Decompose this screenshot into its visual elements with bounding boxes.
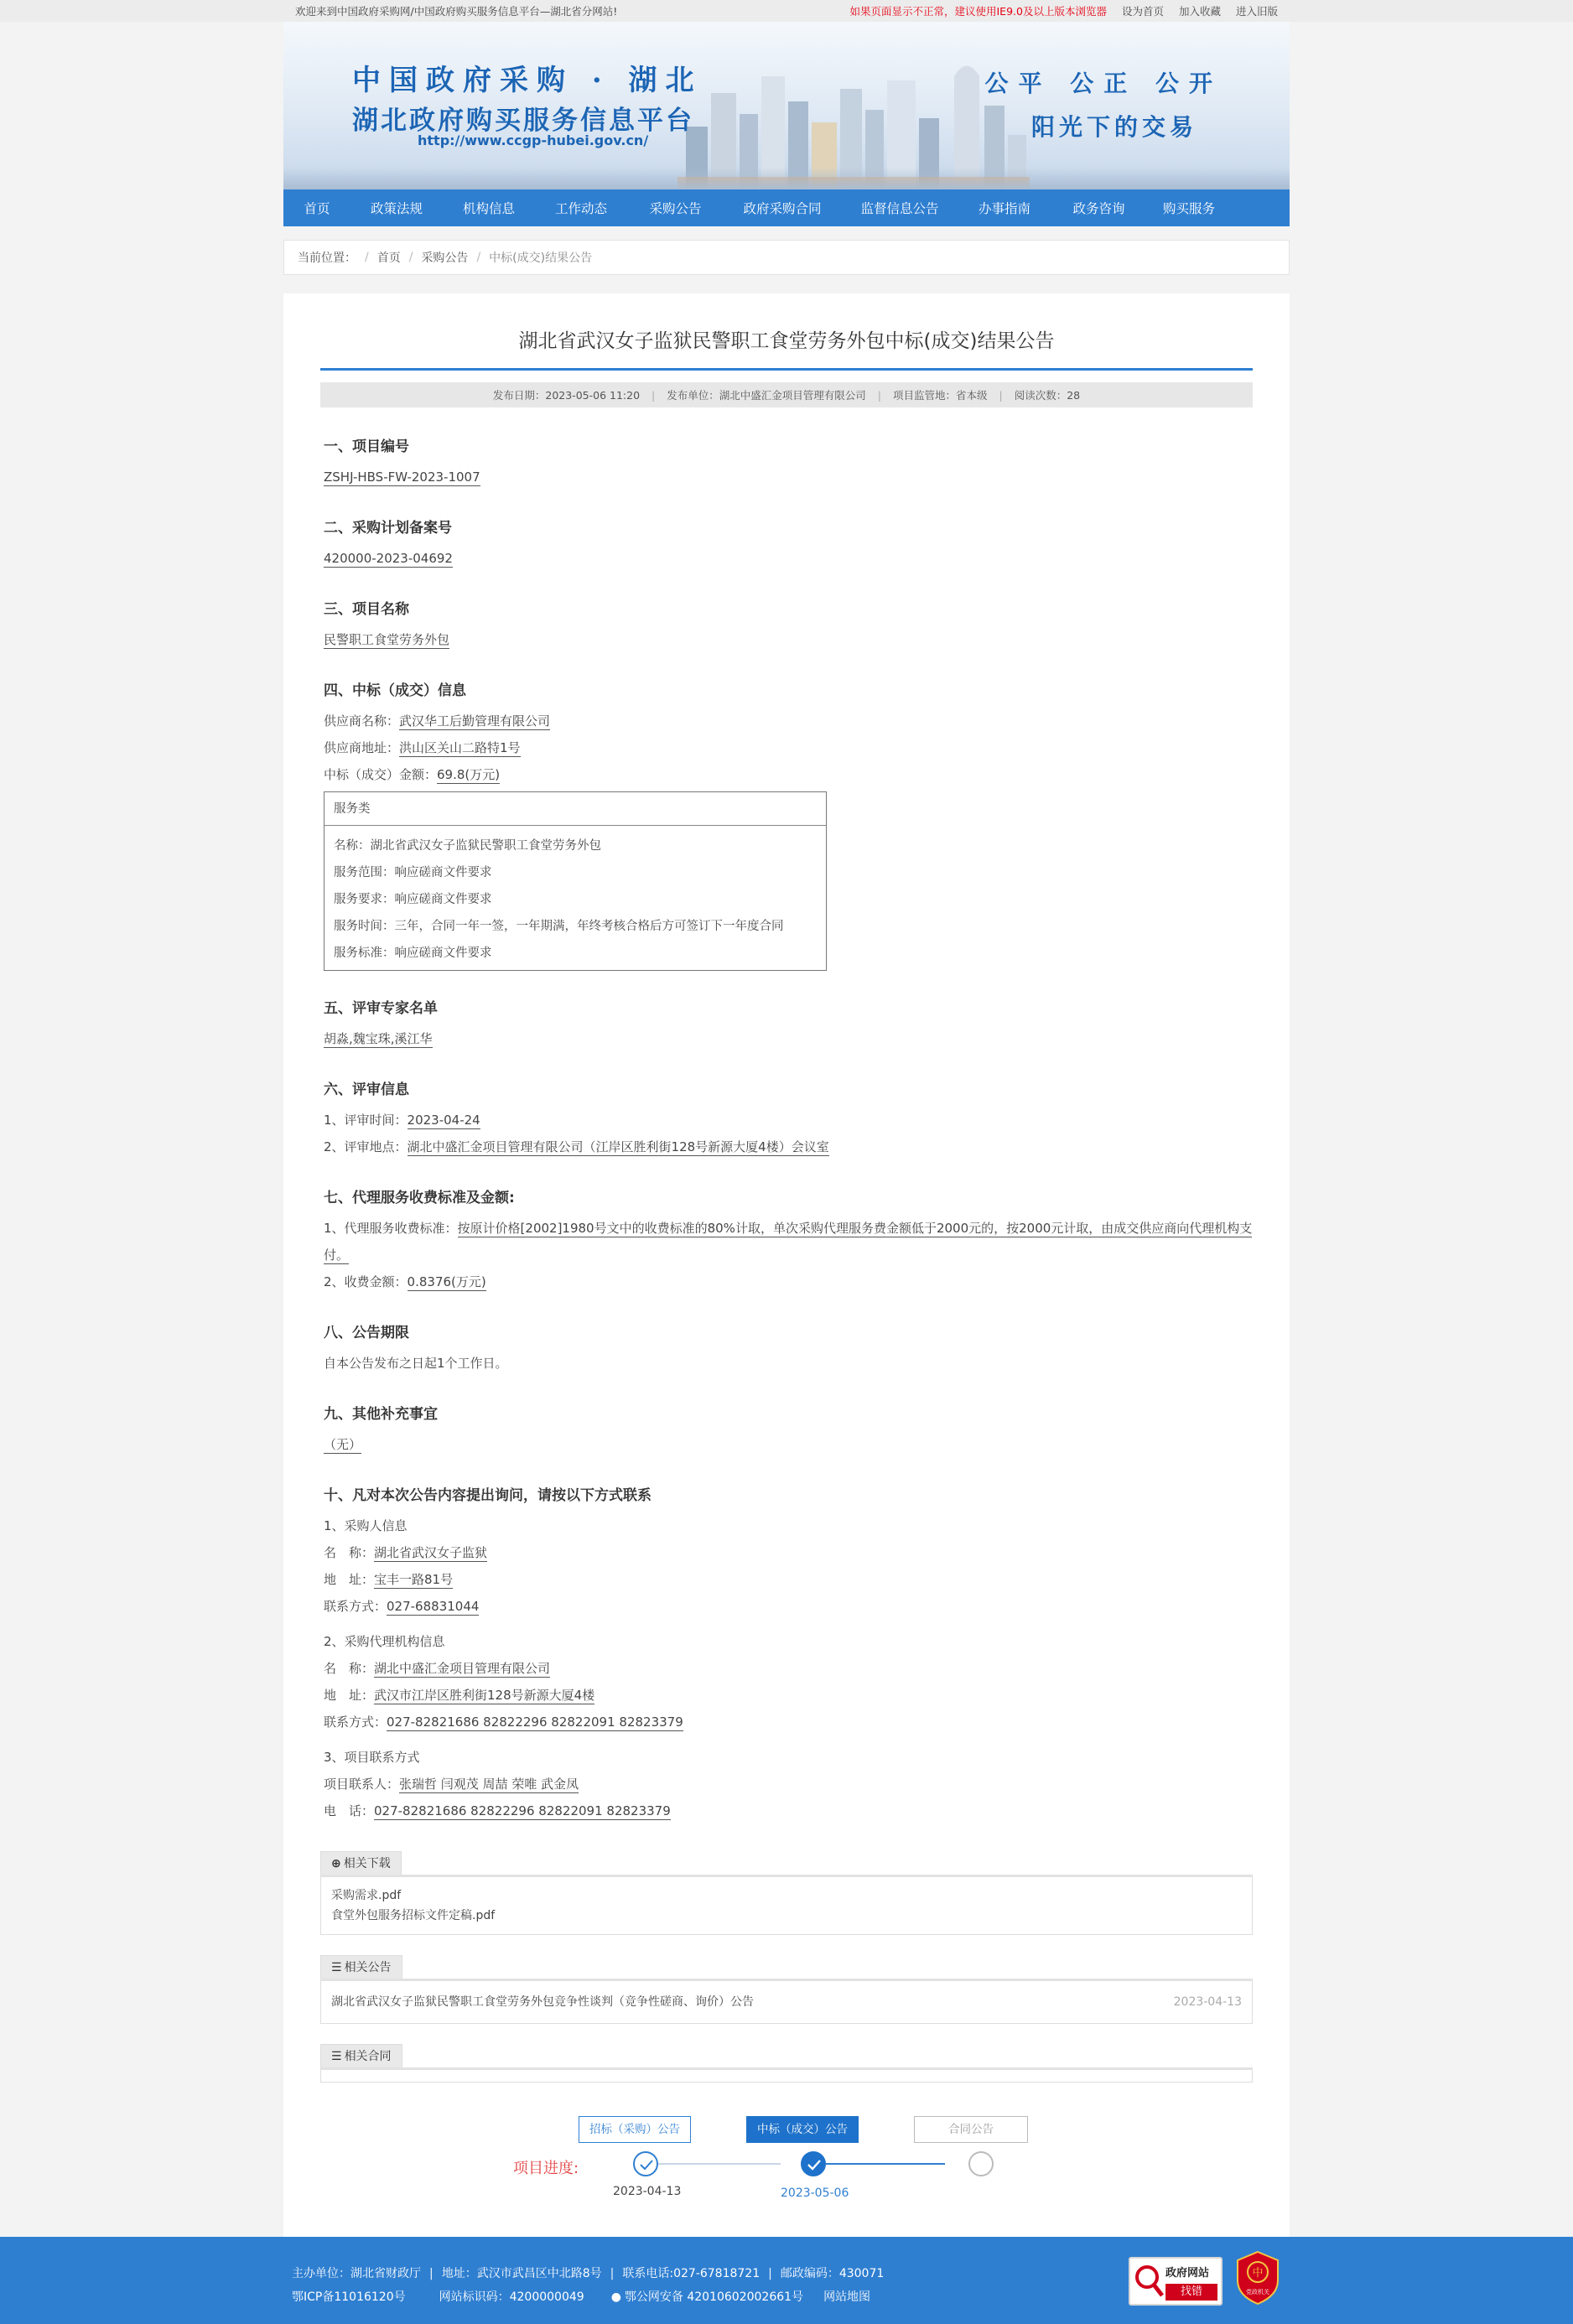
supervisor: 项目监管地：省本级 (892, 389, 988, 402)
related-notice-link[interactable]: 湖北省武汉女子监狱民警职工食堂劳务外包竞争性谈判（竞争性磋商、询价）公告 (331, 1995, 754, 2009)
old-version-link[interactable]: 进入旧版 (1235, 5, 1278, 18)
related-contracts-panel (320, 2044, 1253, 2083)
project-progress (320, 2116, 1253, 2242)
svg-text:党政机关: 党政机关 (1246, 2289, 1269, 2295)
gov-site-error-badge[interactable] (1129, 2257, 1223, 2306)
download-icon: ⊕ (331, 1857, 341, 1870)
fee-amount: 0.8376(万元) (407, 1274, 486, 1289)
article-meta: 发布日期：2023-05-06 11:20 | 发布单位：湖北中盛汇金项目管理有限公司 | 项目监管地：省本级 | 阅读次数：28 (320, 382, 1253, 407)
nav-consult[interactable]: 政务咨询 (1072, 201, 1125, 216)
section-plan-number: 二、采购计划备案号 420000-2023-04692 (324, 520, 453, 566)
step-1-check-icon (633, 2151, 658, 2176)
project-phone: 027-82821686 82822296 82822091 82823379 (374, 1803, 671, 1818)
set-homepage-link[interactable]: 设为首页 (1121, 5, 1164, 18)
top-bar (0, 0, 1573, 22)
step-3-empty-icon (968, 2151, 994, 2176)
notice-period: 自本公告发布之日起1个工作日。 (324, 1356, 508, 1371)
party-gov-badge-icon[interactable] (1234, 2250, 1281, 2306)
project-name: 民警职工食堂劳务外包 (324, 632, 450, 647)
footer-phone: 联系电话:027-67818721 (622, 2267, 761, 2280)
project-contacts: 张瑞哲 闫观茂 周喆 荣唯 武金凤 (399, 1777, 579, 1792)
related-notices-tab: ☰ 相关公告 (320, 1955, 402, 1979)
site-banner (283, 22, 1290, 189)
step-3-label: 合同公告 (914, 2116, 1028, 2143)
supplier-address: 洪山区关山二路特1号 (399, 740, 521, 755)
download-file-link[interactable]: 食堂外包服务招标文件定稿.pdf (331, 1909, 496, 1922)
service-info-box (324, 791, 827, 971)
step-2-label[interactable]: 中标（成交）公告 (746, 2116, 859, 2143)
footer-host: 主办单位：湖北省财政厅 (292, 2267, 421, 2280)
footer-police[interactable]: 鄂公网安备 42010602002661号 (624, 2290, 804, 2304)
section-project-name: 三、项目名称 民警职工食堂劳务外包 (324, 601, 450, 647)
service-line: 名称：湖北省武汉女子监狱民警职工食堂劳务外包 (334, 839, 601, 853)
nav-home[interactable]: 首页 (304, 201, 330, 216)
publish-date: 发布日期：2023-05-06 11:20 (492, 389, 641, 402)
agency-phone: 027-82821686 82822296 82822091 82823379 (387, 1714, 683, 1730)
article-container (283, 293, 1290, 2275)
badge-top-text: 政府网站 (1165, 2267, 1210, 2280)
breadcrumb: 当前位置： / 首页 / 采购公告 / 中标(成交)结果公告 (283, 240, 1290, 275)
banner-slogan-1: 公平 公正 公开 (984, 70, 1223, 97)
expert-list: 胡淼,魏宝珠,溪江华 (324, 1031, 433, 1046)
other-matters: （无） (324, 1437, 362, 1452)
progress-step-1[interactable] (579, 2116, 691, 2143)
nav-guide[interactable]: 办事指南 (978, 201, 1030, 216)
banner-slogan-2: 阳光下的交易 (1030, 113, 1197, 141)
nav-purchase-service[interactable]: 购买服务 (1162, 201, 1215, 216)
progress-step-2[interactable] (746, 2116, 859, 2143)
breadcrumb-home[interactable]: 首页 (376, 252, 401, 265)
step-2-date: 2023-05-06 (781, 2187, 849, 2200)
progress-connector (826, 2163, 945, 2165)
agency-name: 湖北中盛汇金项目管理有限公司 (374, 1661, 551, 1676)
section-notice-period: 八、公告期限 自本公告发布之日起1个工作日。 (320, 1320, 1253, 1377)
step-2-check-icon (801, 2151, 826, 2176)
section-award-info: 四、中标（成交）信息 供应商名称：武汉华工后勤管理有限公司 供应商地址：洪山区关山二路特1号 中标（成交）金额：69.8(万元) 服务类 名称：湖北省武汉女子监狱民警职工食堂劳务外包 服务范围：响应磋商文件要求 服务要求：响应磋商文件要求 服务时间：三年，合同一年一签，一年期满，年终考核合格后方可签订下一年度合同 服务标准：响应磋商文件要求 (320, 678, 1253, 971)
add-favorite-link[interactable]: 加入收藏 (1178, 5, 1221, 18)
related-notice-row[interactable] (331, 1989, 1242, 2015)
step-1-label[interactable]: 招标（采购）公告 (579, 2116, 691, 2143)
breadcrumb-notices[interactable]: 采购公告 (421, 252, 469, 265)
banner-url: http://www.ccgp-hubei.gov.cn/ (418, 132, 649, 148)
nav-gov-contracts[interactable]: 政府采购合同 (743, 201, 822, 216)
magnifier-icon (1134, 2264, 1165, 2301)
plan-number: 420000-2023-04692 (324, 551, 453, 566)
banner-title-sub: 湖北政府购买服务信息平台 (352, 106, 694, 136)
buyer-phone: 027-68831044 (387, 1599, 480, 1614)
step-1-date: 2023-04-13 (613, 2185, 682, 2198)
list-icon: ☰ (331, 1961, 342, 1974)
badge-bottom-text: 找错 (1165, 2284, 1217, 2301)
footer-address: 地址：武汉市武昌区中北路8号 (441, 2267, 602, 2280)
nav-agencies[interactable]: 机构信息 (462, 201, 515, 216)
breadcrumb-label: 当前位置： (298, 252, 356, 265)
main-nav (283, 189, 1290, 226)
service-line: 服务范围：响应磋商文件要求 (334, 866, 492, 879)
award-amount: 69.8(万元) (437, 767, 501, 782)
section-review-info: 六、评审信息 1、评审时间：2023-04-24 2、评审地点：湖北中盛汇金项目管理有限公司（江岸区胜利街128号新源大厦4楼）会议室 (324, 1082, 829, 1154)
service-line: 服务要求：响应磋商文件要求 (334, 893, 492, 906)
related-notices-panel (320, 1955, 1253, 2024)
section-agency-fee: 七、代理服务收费标准及金额: 1、代理服务收费标准：按原计价格[2002]1980号文中的收费标准的80%计取，单次采购代理服务费金额低于2000元的，按2000元计取，由成交供应商向代理机构支付。 2、收费金额：0.8376(万元) (324, 1190, 1253, 1289)
welcome-text: 欢迎来到中国政府采购网/中国政府购买服务信息平台—湖北省分网站! (295, 5, 618, 18)
police-badge-icon: ● (610, 2290, 621, 2304)
section-contacts: 十、凡对本次公告内容提出询问，请按以下方式联系 1、采购人信息 名 称：湖北省武汉女子监狱 地 址：宝丰一路81号 联系方式：027-68831044 2、采购代理机构信息 名 称：湖北中盛汇金项目管理有限公司 地 址：武汉市江岸区胜利街128号新源大厦4楼 联系方式：027-82821686 82822296 82822091 82823379 3、项目联系方式 项目联系人：张瑞哲 闫观茂 周喆 荣唯 武金凤 电 话：027-82821686 82822296 82822091 82823379 (324, 1487, 683, 1818)
review-time: 2023-04-24 (407, 1113, 480, 1128)
download-file-link[interactable]: 采购需求.pdf (331, 1889, 402, 1902)
list-icon: ☰ (331, 2050, 342, 2063)
breadcrumb-current: 中标(成交)结果公告 (489, 252, 593, 265)
progress-connector (658, 2163, 781, 2165)
footer-site-code: 网站标识码：4200000049 (439, 2290, 584, 2304)
footer-icp[interactable]: 鄂ICP备11016120号 (292, 2290, 406, 2304)
review-place: 湖北中盛汇金项目管理有限公司（江岸区胜利街128号新源大厦4楼）会议室 (407, 1139, 829, 1154)
buyer-name: 湖北省武汉女子监狱 (374, 1545, 488, 1560)
fee-standard: 按原计价格[2002]1980号文中的收费标准的80%计取，单次采购代理服务费金额低于2000元的，按2000元计取，由成交供应商向代理机构支付。 (324, 1221, 1253, 1263)
supplier-name: 武汉华工后勤管理有限公司 (399, 713, 551, 729)
footer-postcode: 邮政编码：430071 (780, 2267, 885, 2280)
banner-title-main: 中国政府采购 · 湖北 (352, 64, 703, 97)
nav-work-news[interactable]: 工作动态 (554, 201, 607, 216)
related-notice-date: 2023-04-13 (1173, 1995, 1242, 2009)
downloads-panel (320, 1851, 1253, 1935)
browser-warning: 如果页面显示不正常，建议使用IE9.0及以上版本浏览器 (849, 5, 1107, 18)
service-line: 服务标准：响应磋商文件要求 (334, 947, 492, 960)
page-title: 湖北省武汉女子监狱民警职工食堂劳务外包中标(成交)结果公告 (320, 325, 1253, 371)
svg-text:中: 中 (1252, 2267, 1264, 2280)
agency-address: 武汉市江岸区胜利街128号新源大厦4楼 (374, 1688, 595, 1703)
service-line: 服务时间：三年，合同一年一签，一年期满，年终考核合格后方可签订下一年度合同 (334, 920, 784, 933)
progress-step-3 (914, 2116, 1028, 2143)
project-number: ZSHJ-HBS-FW-2023-1007 (324, 469, 480, 485)
nav-policy[interactable]: 政策法规 (370, 201, 423, 216)
related-contracts-tab: ☰ 相关合同 (320, 2044, 402, 2067)
view-count: 阅读次数：28 (1014, 389, 1081, 402)
site-footer: 主办单位：湖北省财政厅 | 地址：武汉市武昌区中北路8号 | 联系电话:027-67818721 | 邮政编码：430071 鄂ICP备11016120号 网站标识码：4200000049 ● 鄂公网安备 42010602002661号 网站地图 政府网站 找错 中 党政机关 (0, 2237, 1573, 2324)
publisher: 发布单位：湖北中盛汇金项目管理有限公司 (667, 389, 866, 402)
downloads-tab: ⊕ 相关下载 (320, 1851, 402, 1875)
section-experts: 五、评审专家名单 胡淼,魏宝珠,溪江华 (324, 1000, 438, 1046)
section-other: 九、其他补充事宜 （无） (324, 1406, 438, 1452)
nav-procurement-notices[interactable]: 采购公告 (649, 201, 702, 216)
section-project-number: 一、项目编号 ZSHJ-HBS-FW-2023-1007 (324, 438, 480, 485)
footer-sitemap[interactable]: 网站地图 (823, 2290, 871, 2304)
nav-supervision[interactable]: 监督信息公告 (860, 201, 939, 216)
service-box-header: 服务类 (324, 792, 826, 826)
buyer-address: 宝丰一路81号 (374, 1572, 454, 1587)
progress-label: 项目进度: (513, 2160, 579, 2177)
